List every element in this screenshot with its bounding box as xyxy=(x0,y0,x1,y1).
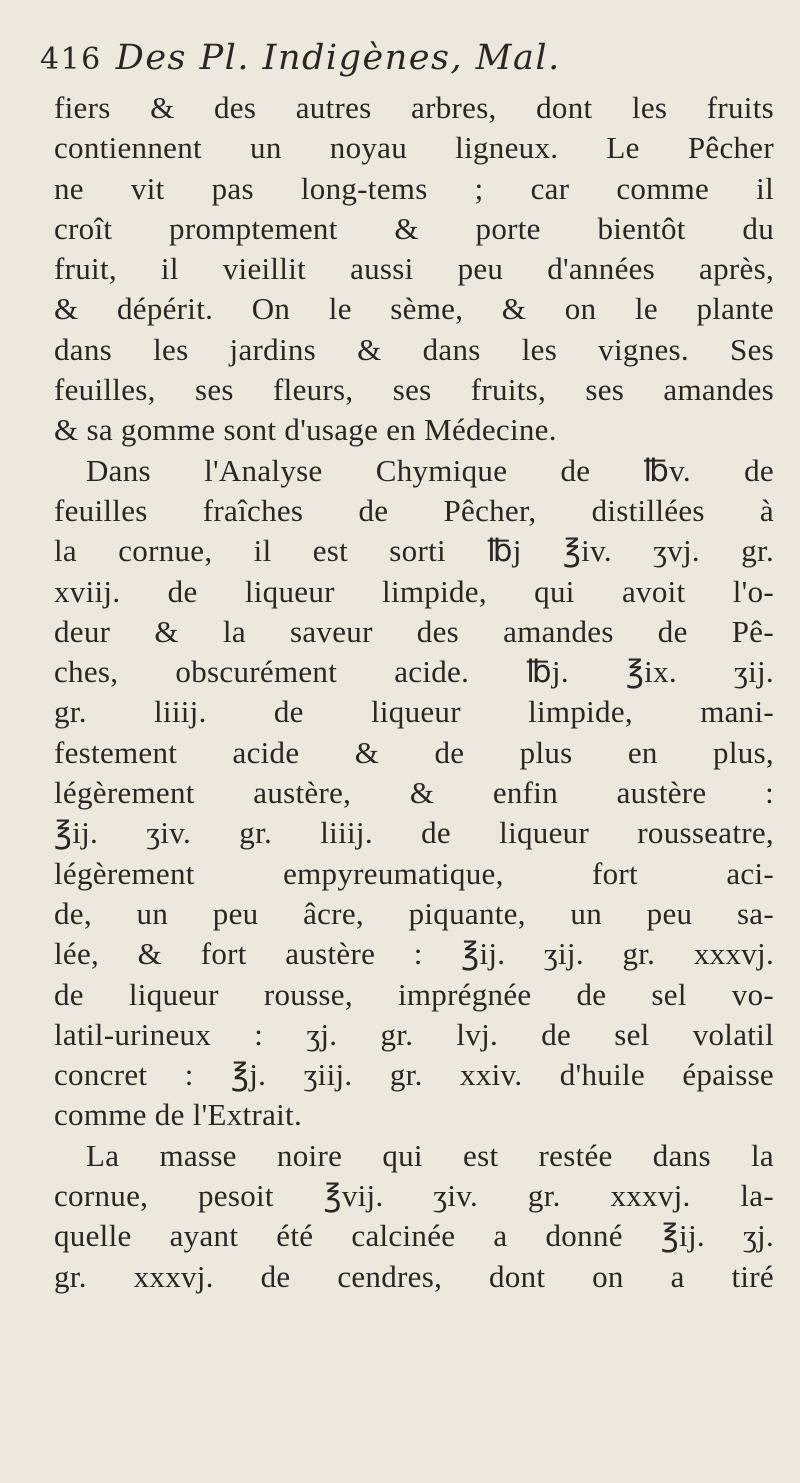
text-line: & dépérit. On le sème, & on le plante xyxy=(54,291,774,327)
text-line: xviij. de liqueur limpide, qui avoit l'o- xyxy=(54,573,774,609)
text-line: lée, & fort austère : ℥ij. ʒij. gr. xxxvj. xyxy=(54,936,774,972)
body-text xyxy=(54,88,774,1297)
text-line: concret : ℥j. ʒiij. gr. xxiv. d'huile épaisse xyxy=(54,1057,774,1093)
text-line: ℥ij. ʒiv. gr. liiij. de liqueur rousseatre, xyxy=(54,815,774,851)
text-line: & sa gomme sont d'usage en Médecine. xyxy=(54,412,557,448)
text-line: ches, obscurément acide. ℔j. ℥ix. ʒij. xyxy=(54,654,774,690)
text-line: festement acide & de plus en plus, xyxy=(54,734,774,770)
text-line: croît promptement & porte bientôt du xyxy=(54,210,774,246)
text-line: latil-urineux : ʒj. gr. lvj. de sel volatil xyxy=(54,1016,774,1052)
text-line: de, un peu âcre, piquante, un peu sa- xyxy=(54,895,774,931)
text-line: fiers & des autres arbres, dont les fruits xyxy=(54,90,774,125)
text-line: feuilles, ses fleurs, ses fruits, ses amandes xyxy=(54,372,774,408)
text-line: quelle ayant été calcinée a donné ℥ij. ʒj. xyxy=(54,1218,774,1254)
text-line: deur & la saveur des amandes de Pê- xyxy=(54,613,774,649)
running-title: Des Pl. Indigènes, Mal. xyxy=(115,38,561,78)
paragraph-start-line: La masse noire qui est restée dans la xyxy=(86,1137,774,1173)
text-line: de liqueur rousse, imprégnée de sel vo- xyxy=(54,976,774,1012)
paragraph-start-line: Dans l'Analyse Chymique de ℔v. de xyxy=(86,452,774,488)
page-number: 416 xyxy=(40,42,102,77)
running-header xyxy=(40,38,760,88)
text-line: gr. liiij. de liqueur limpide, mani- xyxy=(54,694,774,730)
text-line: ne vit pas long-tems ; car comme il xyxy=(54,170,774,206)
text-line: fruit, il vieillit aussi peu d'années après, xyxy=(54,251,774,287)
text-line: cornue, pesoit ℥vij. ʒiv. gr. xxxvj. la- xyxy=(54,1178,774,1214)
text-line: gr. xxxvj. de cendres, dont on a tiré xyxy=(54,1258,774,1294)
text-line: dans les jardins & dans les vignes. Ses xyxy=(54,331,774,367)
text-line: légèrement empyreumatique, fort aci- xyxy=(54,855,774,891)
text-line: comme de l'Extrait. xyxy=(54,1097,303,1133)
text-line: contiennent un noyau ligneux. Le Pêcher xyxy=(54,130,774,166)
text-line: légèrement austère, & enfin austère : xyxy=(54,775,774,811)
text-line: la cornue, il est sorti ℔j ℥iv. ʒvj. gr. xyxy=(54,533,774,569)
text-line: feuilles fraîches de Pêcher, distillées à xyxy=(54,492,774,528)
